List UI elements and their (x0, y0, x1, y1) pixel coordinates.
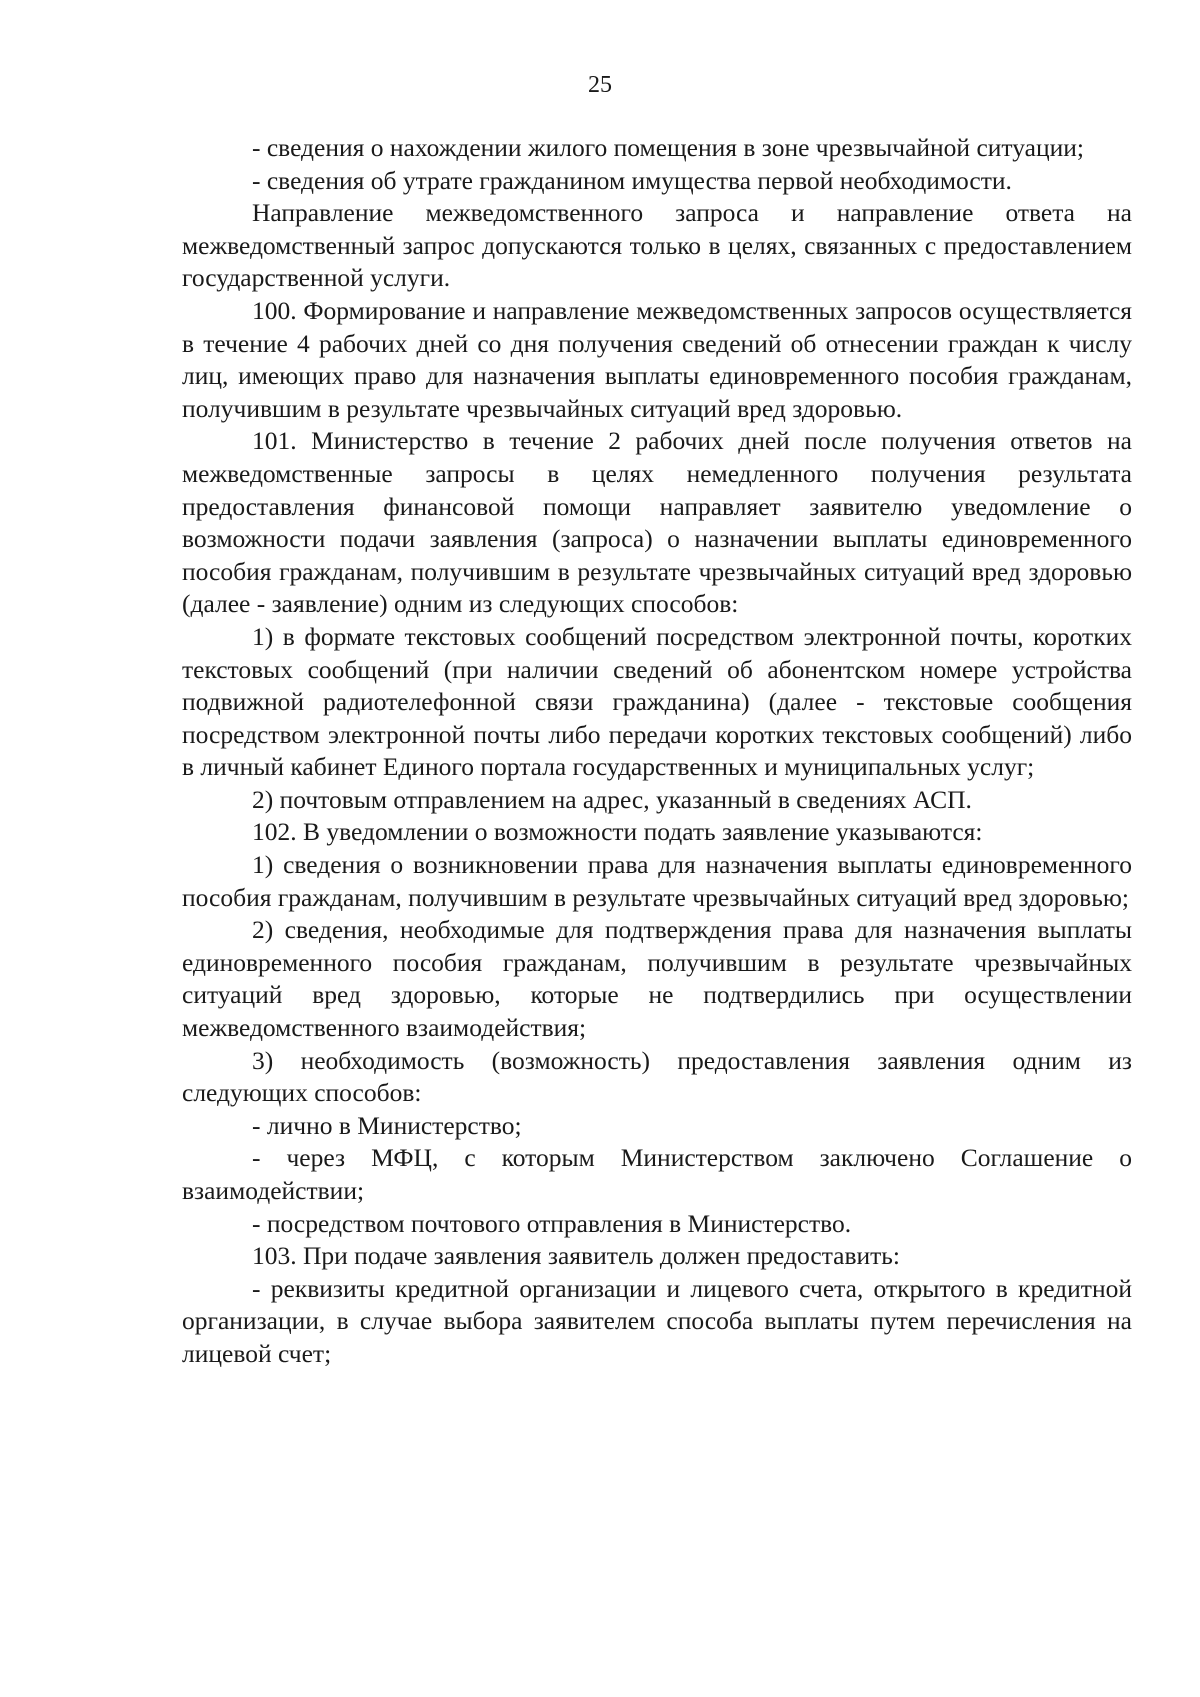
paragraph: 102. В уведомлении о возможности подать заявление указываются: (252, 817, 983, 847)
paragraph: 103. При подаче заявления заявитель должен предоставить: (252, 1241, 901, 1271)
paragraph: - посредством почтового отправления в Министерство. (252, 1208, 852, 1238)
paragraph: 100. Формирование и направление межведомственных запросов осуществляется в течение 4 рабочих дней со дня получения сведений об отнесении граждан к числу лиц, имеющих право для назначения выплаты единовременного пособия гражданам, получившим в результате чрезвычайных ситуаций вред здоровью. (182, 295, 1132, 423)
document-body (182, 132, 1132, 1371)
paragraph: 3) необходимость (возможность) предоставления заявления одним из следующих способов: (182, 1045, 1132, 1108)
paragraph: 2) почтовым отправлением на адрес, указанный в сведениях АСП. (252, 784, 972, 814)
paragraph: 2) сведения, необходимые для подтверждения права для назначения выплаты единовременного пособия гражданам, получившим в результате чрезвычайных ситуаций вред здоровью, которые не подтвердились при осуществлении межведомственного взаимодействия; (182, 915, 1132, 1043)
paragraph: - сведения о нахождении жилого помещения в зоне чрезвычайной ситуации; (252, 133, 1084, 162)
paragraph: - сведения об утрате гражданином имущества первой необходимости. (252, 165, 1012, 195)
paragraph: - лично в Министерство; (252, 1110, 522, 1140)
paragraph: 101. Министерство в течение 2 рабочих дней после получения ответов на межведомственные запросы в целях немедленного получения результата предоставления финансовой помощи направляет заявителю уведомление о возможности подачи заявления (запроса) о назначении выплаты единовременного пособия гражданам, получившим в результате чрезвычайных ситуаций вред здоровью (далее - заявление) одним из следующих способов: (182, 426, 1132, 619)
paragraph: - реквизиты кредитной организации и лицевого счета, открытого в кредитной организации, в случае выбора заявителем способа выплаты путем перечисления на лицевой счет; (182, 1273, 1132, 1368)
paragraph: 1) в формате текстовых сообщений посредством электронной почты, коротких текстовых сообщений (при наличии сведений об абонентском номере устройства подвижной радиотелефонной связи гражданина) (далее - текстовые сообщения посредством электронной почты либо передачи коротких текстовых сообщений) либо в личный кабинет Единого портала государственных и муниципальных услуг; (182, 621, 1132, 782)
paragraph: 1) сведения о возникновении права для назначения выплаты единовременного пособия гражданам, получившим в результате чрезвычайных ситуаций вред здоровью; (182, 850, 1132, 912)
paragraph: - через МФЦ, с которым Министерством заключено Соглашение о взаимодействии; (182, 1143, 1132, 1205)
page-number: 25 (588, 72, 612, 98)
paragraph: Направление межведомственного запроса и направление ответа на межведомственный запрос допускаются только в целях, связанных с предоставлением государственной услуги. (182, 198, 1132, 293)
